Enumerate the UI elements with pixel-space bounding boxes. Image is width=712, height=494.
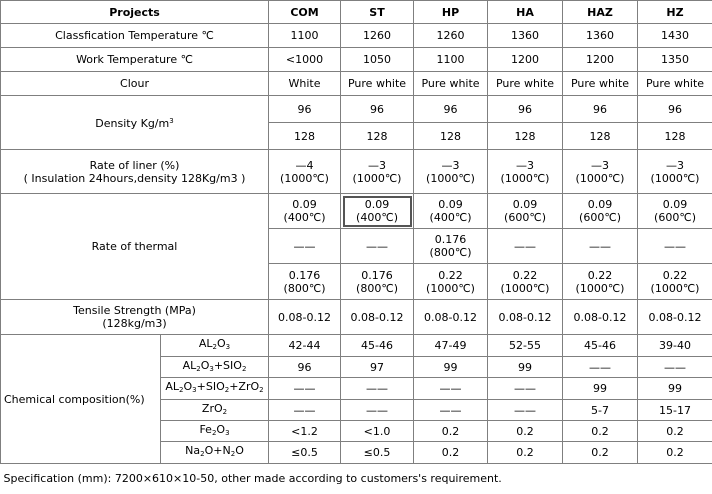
cell-value: 0.176 (341, 269, 413, 282)
table-cell: 96 (341, 96, 414, 123)
table-cell: —— (488, 378, 563, 400)
table-cell: 96 (488, 96, 563, 123)
table-cell: 0.08-0.12 (269, 300, 341, 335)
selected-cell[interactable] (341, 194, 414, 229)
cell-value: —4 (269, 159, 340, 172)
cell-temp: (400℃) (269, 211, 340, 224)
table-cell: 1200 (563, 48, 638, 72)
table-cell: <1.2 (269, 421, 341, 442)
cell-value: 0.22 (488, 269, 562, 282)
table-cell: 42-44 (269, 335, 341, 357)
table-cell: 1050 (341, 48, 414, 72)
cell-value: 0.176 (269, 269, 340, 282)
table-cell (414, 194, 488, 229)
table-cell: —— (341, 378, 414, 400)
table-cell: 96 (638, 96, 712, 123)
table-cell: 96 (563, 96, 638, 123)
table-cell (414, 229, 488, 264)
cell-value: 0.09 (563, 198, 637, 211)
cell-value: —— (488, 240, 562, 253)
cell-temp: (1000℃) (341, 172, 413, 185)
row-label (1, 96, 269, 150)
table-cell: 128 (638, 123, 712, 150)
table-cell: 0.2 (488, 442, 563, 464)
table-cell: 0.08-0.12 (414, 300, 488, 335)
table-cell: 97 (341, 357, 414, 378)
table-cell: —— (638, 357, 712, 378)
table-cell: 99 (563, 378, 638, 400)
table-cell (341, 264, 414, 300)
table-cell: —— (341, 400, 414, 421)
footer-row (1, 464, 712, 494)
table-cell: 0.08-0.12 (638, 300, 712, 335)
table-cell (488, 264, 563, 300)
density-label: Density Kg/m (95, 117, 169, 130)
tensile-sublabel: (128kg/m3) (1, 317, 268, 330)
table-cell: 0.2 (414, 442, 488, 464)
header-col: COM (269, 1, 341, 24)
cell-value: 0.09 (341, 198, 413, 211)
table-cell (563, 194, 638, 229)
table-cell (488, 194, 563, 229)
chemical-label: Chemical composition(%) (1, 335, 161, 464)
table-cell: 96 (269, 357, 341, 378)
table-cell: 0.2 (563, 421, 638, 442)
table-cell: 45-46 (563, 335, 638, 357)
table-cell (563, 229, 638, 264)
cell-temp: (1000℃) (638, 282, 712, 295)
cell-temp: (600℃) (488, 211, 562, 224)
table-cell: 128 (563, 123, 638, 150)
table-cell: 99 (488, 357, 563, 378)
row-label (1, 300, 269, 335)
table-cell: 96 (414, 96, 488, 123)
work-temp-row (1, 48, 712, 72)
table-cell: 96 (269, 96, 341, 123)
table-cell: 99 (638, 378, 712, 400)
thermal-row (1, 194, 712, 229)
cell-value: 0.09 (414, 198, 487, 211)
cell-value: 0.176 (414, 233, 487, 246)
chemical-row (1, 335, 712, 357)
cell-value: —3 (414, 159, 487, 172)
cell-value: —3 (638, 159, 712, 172)
row-label (1, 150, 269, 194)
row-label: Rate of thermal (1, 194, 269, 300)
colour-row (1, 72, 712, 96)
table-cell (638, 194, 712, 229)
cell-value: —3 (563, 159, 637, 172)
table-cell: 0.08-0.12 (488, 300, 563, 335)
header-row (1, 1, 712, 24)
chemical-component: $Na_2O+N_2O$ (161, 442, 269, 464)
table-cell (563, 150, 638, 194)
tensile-label: Tensile Strength (MPa) (1, 304, 268, 317)
table-cell: 128 (269, 123, 341, 150)
table-cell: Pure white (563, 72, 638, 96)
table-cell (414, 264, 488, 300)
table-cell (638, 150, 712, 194)
table-cell: 39-40 (638, 335, 712, 357)
table-cell: 1430 (638, 24, 712, 48)
tensile-row (1, 300, 712, 335)
table-cell: 1360 (488, 24, 563, 48)
table-cell: Pure white (638, 72, 712, 96)
table-cell: 5-7 (563, 400, 638, 421)
table-cell: 1100 (269, 24, 341, 48)
cell-temp: (1000℃) (488, 172, 562, 185)
table-cell: —— (488, 400, 563, 421)
header-col: HP (414, 1, 488, 24)
header-col: ST (341, 1, 414, 24)
table-cell: <1000 (269, 48, 341, 72)
table-cell (269, 150, 341, 194)
table-cell: 0.2 (488, 421, 563, 442)
table-cell: 99 (414, 357, 488, 378)
cell-temp: (1000℃) (638, 172, 712, 185)
table-cell: —— (414, 378, 488, 400)
table-cell: 0.2 (638, 421, 712, 442)
density-row (1, 96, 712, 123)
table-cell: 1260 (414, 24, 488, 48)
table-cell (269, 194, 341, 229)
header-col: HA (488, 1, 563, 24)
table-cell: 1100 (414, 48, 488, 72)
table-cell: —— (269, 378, 341, 400)
table-cell (341, 229, 414, 264)
table-cell: 52-55 (488, 335, 563, 357)
table-cell: 0.2 (414, 421, 488, 442)
cell-value: 0.22 (563, 269, 637, 282)
cell-temp: (400℃) (341, 211, 413, 224)
table-cell: 128 (414, 123, 488, 150)
chemical-component: $AL_2O_3+SIO_2+ZrO_2$ (161, 378, 269, 400)
table-cell: Pure white (414, 72, 488, 96)
liner-sublabel: ( Insulation 24hours,density 128Kg/m3 ) (1, 172, 268, 185)
cell-temp: (1000℃) (414, 172, 487, 185)
chemical-component: $Fe_2O_3$ (161, 421, 269, 442)
cell-value: 0.09 (638, 198, 712, 211)
cell-value: —— (563, 240, 637, 253)
table-cell: 1260 (341, 24, 414, 48)
cell-temp: (800℃) (414, 246, 487, 259)
header-projects: Projects (1, 1, 269, 24)
row-label: Work Temperature ℃ (1, 48, 269, 72)
cell-temp: (1000℃) (488, 282, 562, 295)
table-cell: White (269, 72, 341, 96)
density-label-sup: 3 (169, 117, 173, 125)
classification-row (1, 24, 712, 48)
table-cell: 0.2 (563, 442, 638, 464)
table-cell: 45-46 (341, 335, 414, 357)
header-col: HZ (638, 1, 712, 24)
table-cell: ≤0.5 (269, 442, 341, 464)
table-cell (563, 264, 638, 300)
table-cell (269, 264, 341, 300)
cell-temp: (800℃) (269, 282, 340, 295)
table-cell: <1.0 (341, 421, 414, 442)
table-cell (488, 229, 563, 264)
chemical-component: $AL_2O_3+SIO_2$ (161, 357, 269, 378)
table-cell: 128 (488, 123, 563, 150)
table-cell: 0.2 (638, 442, 712, 464)
table-cell: 0.08-0.12 (563, 300, 638, 335)
table-cell: —— (269, 400, 341, 421)
cell-value: 0.09 (269, 198, 340, 211)
table-cell: Pure white (341, 72, 414, 96)
table-cell: Pure white (488, 72, 563, 96)
row-label: Clour (1, 72, 269, 96)
table-cell: 1360 (563, 24, 638, 48)
cell-temp: (1000℃) (269, 172, 340, 185)
chemical-component: $AL_2O_3$ (161, 335, 269, 357)
cell-value: 0.22 (638, 269, 712, 282)
table-cell (638, 229, 712, 264)
chemical-section (1, 335, 712, 464)
cell-temp: (1000℃) (414, 282, 487, 295)
cell-temp: (600℃) (563, 211, 637, 224)
row-label: Classfication Temperature ℃ (1, 24, 269, 48)
table-cell: —— (563, 357, 638, 378)
table-cell: —— (414, 400, 488, 421)
cell-temp: (1000℃) (563, 172, 637, 185)
liner-label: Rate of liner (%) (1, 159, 268, 172)
header-col: HAZ (563, 1, 638, 24)
cell-value: —3 (341, 159, 413, 172)
cell-temp: (800℃) (341, 282, 413, 295)
table-cell: 1200 (488, 48, 563, 72)
table-cell (341, 150, 414, 194)
table-cell (638, 264, 712, 300)
cell-value: —— (269, 240, 340, 253)
cell-temp: (400℃) (414, 211, 487, 224)
cell-value: —— (638, 240, 712, 253)
cell-temp: (600℃) (638, 211, 712, 224)
liner-row (1, 150, 712, 194)
table-cell: ≤0.5 (341, 442, 414, 464)
cell-temp: (1000℃) (563, 282, 637, 295)
table-cell (488, 150, 563, 194)
cell-value: —— (341, 240, 413, 253)
table-cell: 47-49 (414, 335, 488, 357)
specification-note: Specification (mm): 7200×610×10-50, other made according to customers's requirement. (1, 464, 712, 494)
table-cell (414, 150, 488, 194)
table-cell: 15-17 (638, 400, 712, 421)
table-cell: 0.08-0.12 (341, 300, 414, 335)
table-cell: 128 (341, 123, 414, 150)
chemical-component: ZrO$_2$ (161, 400, 269, 421)
cell-value: 0.22 (414, 269, 487, 282)
cell-value: —3 (488, 159, 562, 172)
table-cell: 1350 (638, 48, 712, 72)
table-cell (269, 229, 341, 264)
cell-value: 0.09 (488, 198, 562, 211)
